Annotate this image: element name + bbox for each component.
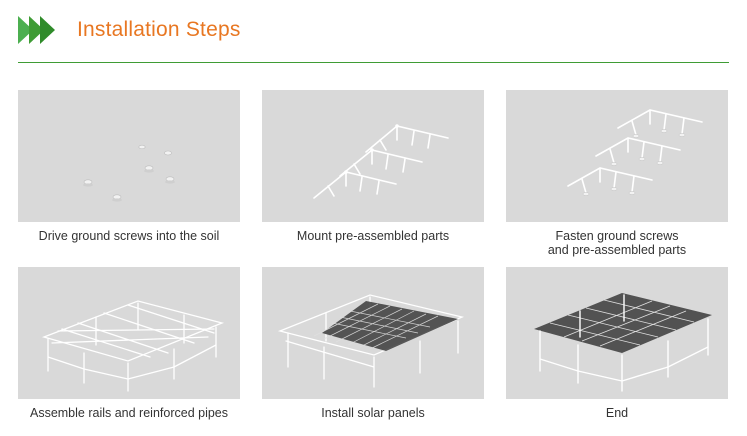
step-item	[506, 90, 728, 261]
step-item	[262, 90, 484, 261]
step-item	[262, 267, 484, 429]
step-caption-line-1: Fasten ground screws	[555, 229, 679, 243]
step-image-install-solar-panels	[262, 267, 484, 399]
step-caption: End	[605, 406, 629, 420]
step-image-pre-assembled-parts	[262, 90, 484, 222]
step-caption: Drive ground screws into the soil	[38, 229, 220, 243]
step-caption: Install solar panels	[321, 406, 425, 420]
step-item	[18, 267, 240, 429]
page-header	[0, 0, 747, 60]
step-image-fasten-ground-screws	[506, 90, 728, 222]
steps-grid	[18, 90, 729, 429]
header-divider	[18, 62, 729, 63]
page-title: Installation Steps	[77, 18, 241, 41]
step-caption: Assemble rails and reinforced pipes	[29, 406, 229, 420]
step-image-ground-screws-in-soil	[18, 90, 240, 222]
step-caption: Mount pre-assembled parts	[296, 229, 450, 243]
step-caption	[506, 222, 728, 261]
step-image-completed-solar-carport	[506, 267, 728, 399]
step-item	[18, 90, 240, 261]
step-item	[506, 267, 728, 429]
chevron-right-icon	[40, 16, 55, 44]
chevron-arrows-icon	[18, 16, 51, 44]
step-image-rails-and-reinforced-pipes	[18, 267, 240, 399]
step-caption-line-2: and pre-assembled parts	[547, 243, 687, 257]
